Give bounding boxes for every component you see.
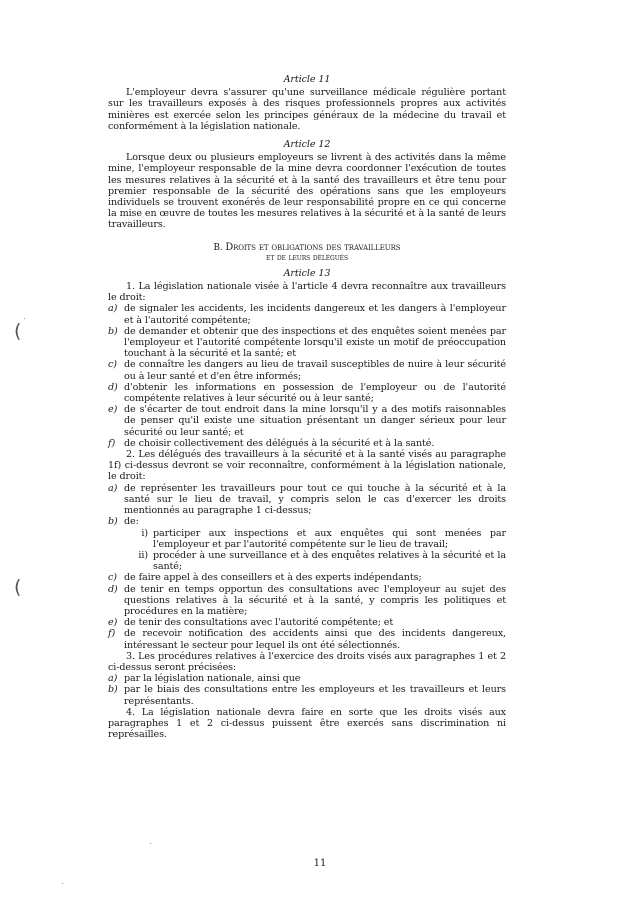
paragraph-2-items-continued	[108, 572, 506, 650]
article-12-text: Lorsque deux ou plusieurs employeurs se livrent à des activités dans la même mine, l'employeur responsable de la mine devra coordonner l'exécution de toutes les mesures relatives à la sécurité et à la santé des travailleurs et être tenu pour premier responsable de la sécurité des opérations sans que les employeurs individuels se trouvent exonérés de leur responsabilité propre en ce qui concerne la mise en œuvre de toutes les mesures relatives à la sécurité et à la santé de leurs travailleurs.	[108, 152, 506, 231]
list-item-text: procéder à une surveillance et à des enquêtes relatives à la sécurité et la santé;	[153, 549, 506, 573]
list-item	[108, 303, 506, 325]
list-item	[108, 684, 506, 706]
section-title-line2: et de leurs délégués	[266, 253, 348, 264]
paragraph-2-items	[108, 483, 506, 528]
article-13-paragraph-1: 1. La législation nationale visée à l'article 4 devra reconnaître aux travailleurs le droit:	[108, 281, 506, 304]
list-item	[108, 516, 506, 527]
list-item-label: a)	[108, 673, 118, 685]
list-item	[108, 326, 506, 360]
list-item-text: de tenir en temps opportun des consultations avec l'employeur au sujet des questions relatives à la sécurité et à la santé, y compris les politiques et procédures en la matière;	[124, 583, 506, 617]
list-subitem	[130, 528, 506, 550]
list-item-text: de:	[124, 516, 139, 528]
list-item-label: e)	[108, 404, 118, 416]
section-title-line1: Droits et obligations des travailleurs	[225, 241, 401, 253]
list-item-text: de faire appel à des conseillers et à des experts indépendants;	[124, 572, 422, 584]
list-item-text: participer aux inspections et aux enquêtes qui sont menées par l'employeur et par l'autorité compétente sur le lieu de travail;	[153, 527, 506, 550]
list-item	[108, 359, 506, 381]
list-item-label: d)	[108, 583, 118, 595]
list-item-label: b)	[108, 684, 118, 696]
list-item-label: f)	[108, 437, 116, 449]
list-item	[108, 617, 506, 628]
section-title	[108, 243, 506, 254]
section-letter: B.	[213, 242, 223, 253]
list-item-label: b)	[108, 516, 118, 528]
scan-speck	[62, 883, 63, 884]
list-item-text: de tenir des consultations avec l'autorité compétente; et	[124, 617, 394, 629]
list-item	[108, 572, 506, 583]
list-item	[108, 438, 506, 449]
list-item-label: i)	[141, 527, 148, 539]
article-11-heading: Article 11	[283, 74, 331, 85]
list-item-text: par le biais des consultations entre les employeurs et les travailleurs et leurs représentants.	[124, 684, 506, 707]
list-item-label: c)	[108, 572, 117, 584]
list-item-label: a)	[108, 482, 118, 494]
margin-bracket-mark: (	[14, 320, 22, 342]
article-13-paragraph-3: 3. Les procédures relatives à l'exercice des droits visés aux paragraphes 1 et 2 ci-dessus seront précisées:	[108, 650, 506, 673]
list-item-text: de connaître les dangers au lieu de travail susceptibles de nuire à leur sécurité ou à leur santé et d'en être informés;	[124, 359, 506, 382]
list-item-label: c)	[108, 359, 117, 371]
list-item-label: e)	[108, 617, 118, 629]
list-item	[108, 673, 506, 684]
list-item-label: a)	[108, 303, 118, 315]
list-item	[108, 628, 506, 650]
list-item-label: d)	[108, 381, 118, 393]
paragraph-2-subitems	[108, 528, 506, 573]
scan-speck	[24, 318, 25, 319]
list-item	[108, 382, 506, 404]
list-item-text: de demander et obtenir que des inspections et des enquêtes soient menées par l'employeur et l'autorité compétente lorsqu'il existe un motif de préoccupation touchant à la sécurité et la santé; et	[124, 325, 506, 360]
list-item	[108, 483, 506, 517]
article-11-text: L'employeur devra s'assurer qu'une surveillance médicale régulière portant sur les travailleurs exposés à des risques professionnels propres aux activités minières est exercée selon les principes généraux de la médecine du travail et conformément à la législation nationale.	[108, 87, 506, 132]
list-item-label: b)	[108, 325, 118, 337]
list-item-text: de représenter les travailleurs pour tout ce qui touche à la sécurité et à la santé sur le lieu de travail, y compris selon le cas d'exercer les droits mentionnés au paragraphe 1 ci-dessus;	[124, 482, 506, 517]
list-item-text: par la législation nationale, ainsi que	[124, 673, 301, 685]
scan-speck	[150, 843, 151, 844]
list-item-text: de recevoir notification des accidents ainsi que des incidents dangereux, intéressant le secteur pour lequel ils ont été sélectionnés.	[124, 628, 506, 651]
article-13-heading: Article 13	[283, 267, 331, 279]
document-body	[108, 74, 506, 740]
list-subitem	[130, 550, 506, 572]
list-item-label: ii)	[138, 549, 148, 561]
paragraph-1-items	[108, 303, 506, 449]
paragraph-3-items	[108, 673, 506, 707]
list-item	[108, 584, 506, 618]
article-12-heading: Article 12	[283, 139, 331, 151]
page-number: 11	[313, 858, 327, 869]
list-item-text: de signaler les accidents, les incidents dangereux et les dangers à l'employeur et à l'autorité compétente;	[124, 303, 506, 326]
list-item-text: de choisir collectivement des délégués à la sécurité et à la santé.	[124, 437, 435, 449]
margin-bracket-mark: (	[14, 576, 22, 598]
list-item-label: f)	[108, 628, 116, 640]
article-13-paragraph-2: 2. Les délégués des travailleurs à la sécurité et à la santé visés au paragraphe 1f) ci-dessus devront se voir reconnaître, conformément à la législation nationale, le droit:	[108, 449, 506, 483]
list-item-text: de s'écarter de tout endroit dans la mine lorsqu'il y a des motifs raisonnables de penser qu'il existe une situation présentant un danger sérieux pour leur sécurité ou leur santé; et	[124, 404, 506, 438]
article-13-paragraph-4: 4. La législation nationale devra faire en sorte que les droits visés aux paragraphes 1 et 2 ci-dessus puissent être exercés sans discrimination ni représailles.	[108, 706, 506, 741]
list-item	[108, 404, 506, 438]
list-item-text: d'obtenir les informations en possession de l'employeur ou de l'autorité compétente relatives à leur sécurité ou à leur santé;	[124, 381, 506, 405]
